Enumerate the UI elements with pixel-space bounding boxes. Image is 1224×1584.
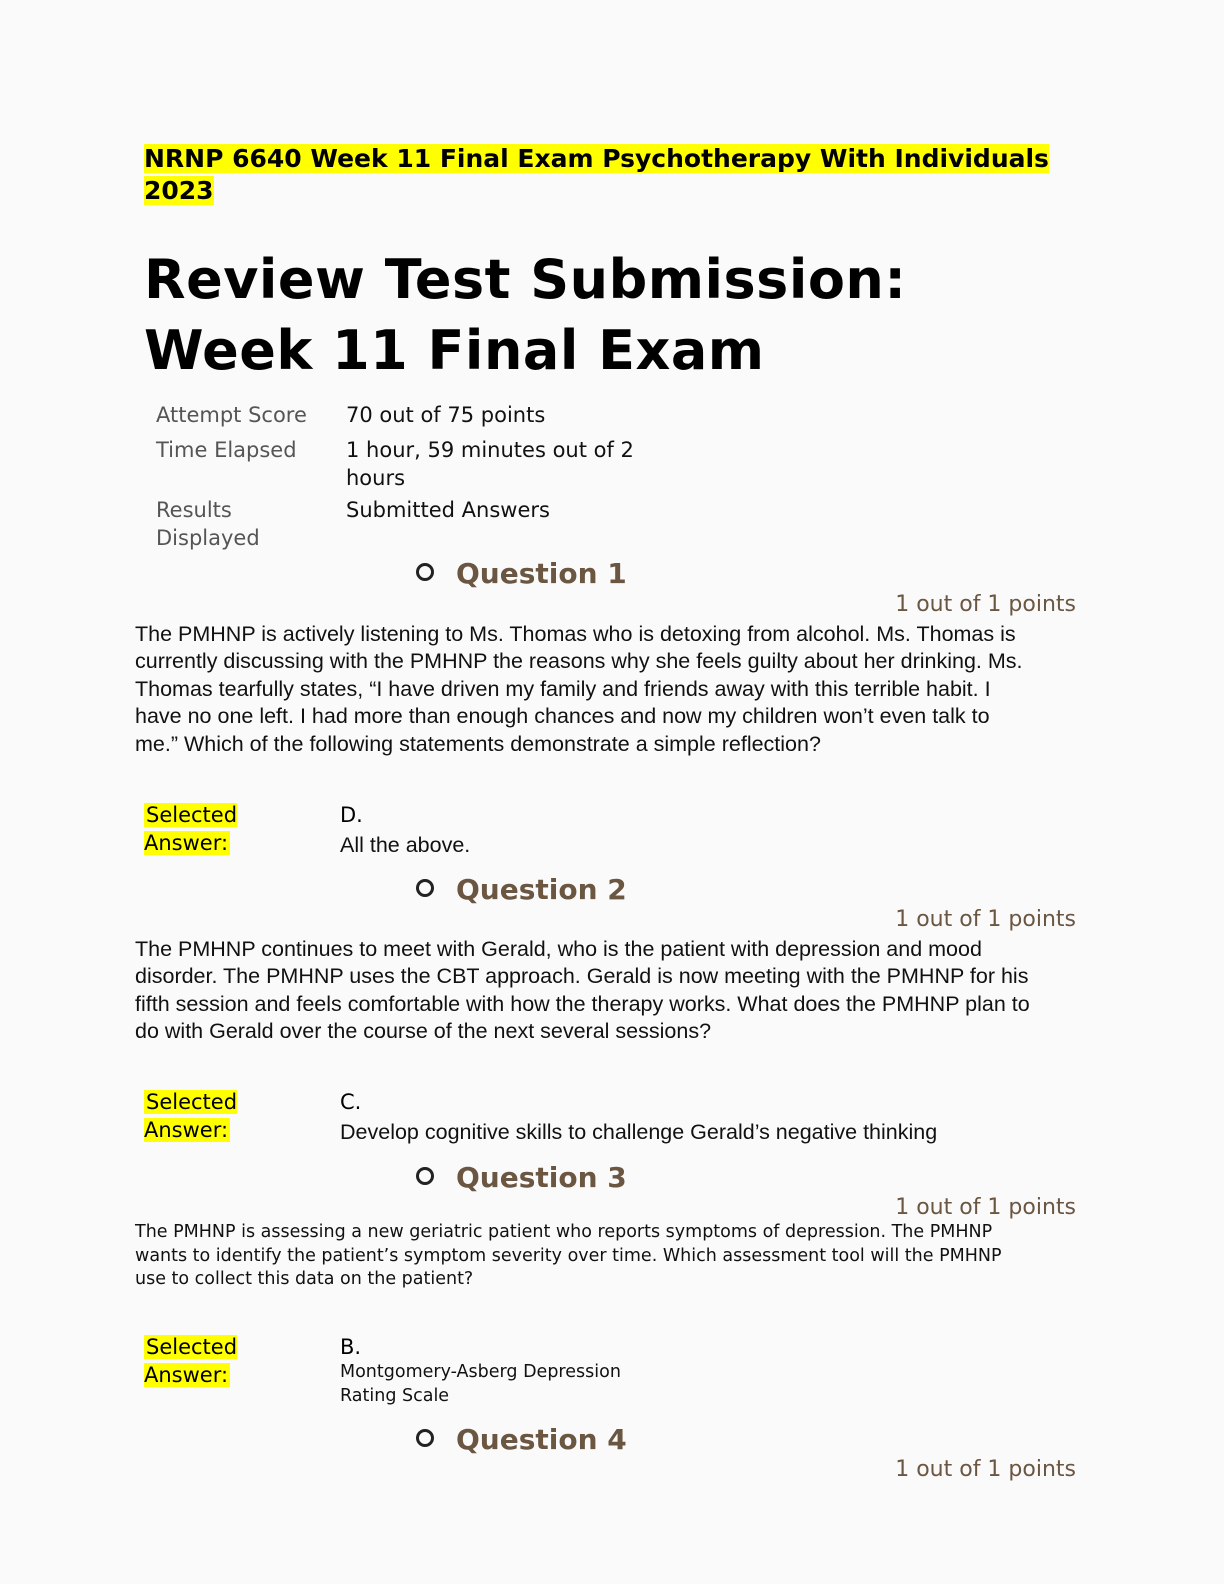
question-1-selected-label [144,801,294,857]
question-2-text: The PMHNP continues to meet with Gerald, who is the patient with depression and mood disorder. The PMHNP uses the CBT approach. Gerald is now meeting with the PMHNP for his fifth session and feels comfortable with how the therapy works. What does the PMHNP plan to do with Gerald over the course of the next several sessions? [135,937,1030,1044]
question-3-points: 1 out of 1 points [895,1195,1076,1220]
document-title-text: NRNP 6640 Week 11 Final Exam Psychotherapy With Individuals 2023 [144,144,1049,205]
time-elapsed-label: Time Elapsed [156,438,297,462]
question-3-title: Question 3 [456,1161,627,1194]
bullet-circle-icon [416,879,434,897]
question-2-answer-text: Develop cognitive skills to challenge Gerald’s negative thinking [340,1120,938,1144]
question-1-text: The PMHNP is actively listening to Ms. Thomas who is detoxing from alcohol. Ms. Thomas is currently discussing with the PMHNP the reasons why she feels guilty about her drinking. Ms. Thomas tearfully states, “I have driven my family and friends away with this terrible habit. I have no one left. I had more than enough chances and now my children won’t even talk to me.” Which of the following statements demonstrate a simple reflection? [135,622,1023,756]
question-2-title: Question 2 [456,873,627,906]
time-elapsed-value: 1 hour, 59 minutes out of 2 hours [346,438,634,490]
question-3-heading [416,1160,1076,1196]
bullet-circle-icon [416,1167,434,1185]
question-4-heading [416,1422,1076,1458]
selected-answer-label: Selected Answer: [144,1090,238,1142]
selected-answer-label: Selected Answer: [144,803,238,855]
question-3-answer-letter: B. [340,1335,362,1359]
selected-answer-label: Selected Answer: [144,1335,238,1387]
document-title [144,143,1074,207]
question-2-answer-letter: C. [340,1090,362,1114]
question-2-points: 1 out of 1 points [895,907,1076,932]
question-1-title: Question 1 [456,557,627,590]
attempt-score-label: Attempt Score [156,403,307,427]
question-3-text: The PMHNP is assessing a new geriatric patient who reports symptoms of depression. The PMHNP wants to identify the patient’s symptom severity over time. Which assessment tool will the PMHNP use to collect this data on the patient? [135,1222,1002,1289]
results-displayed-value: Submitted Answers [346,498,550,522]
question-1-points: 1 out of 1 points [895,592,1076,617]
question-2-selected-label [144,1088,294,1144]
question-1-answer-letter: D. [340,803,363,827]
bullet-circle-icon [416,563,434,581]
question-4-title: Question 4 [456,1423,627,1456]
question-3-selected-label [144,1333,294,1389]
question-1-heading [416,556,1076,592]
bullet-circle-icon [416,1429,434,1447]
question-2-heading [416,872,1076,908]
question-3-answer-text: Montgomery-Asberg Depression Rating Scale [340,1362,621,1406]
results-displayed-label: Results Displayed [156,498,260,550]
page-heading: Review Test Submission: Week 11 Final Exam [144,248,907,382]
question-4-points: 1 out of 1 points [895,1457,1076,1482]
attempt-score-value: 70 out of 75 points [346,403,546,427]
question-1-answer-text: All the above. [340,833,471,857]
